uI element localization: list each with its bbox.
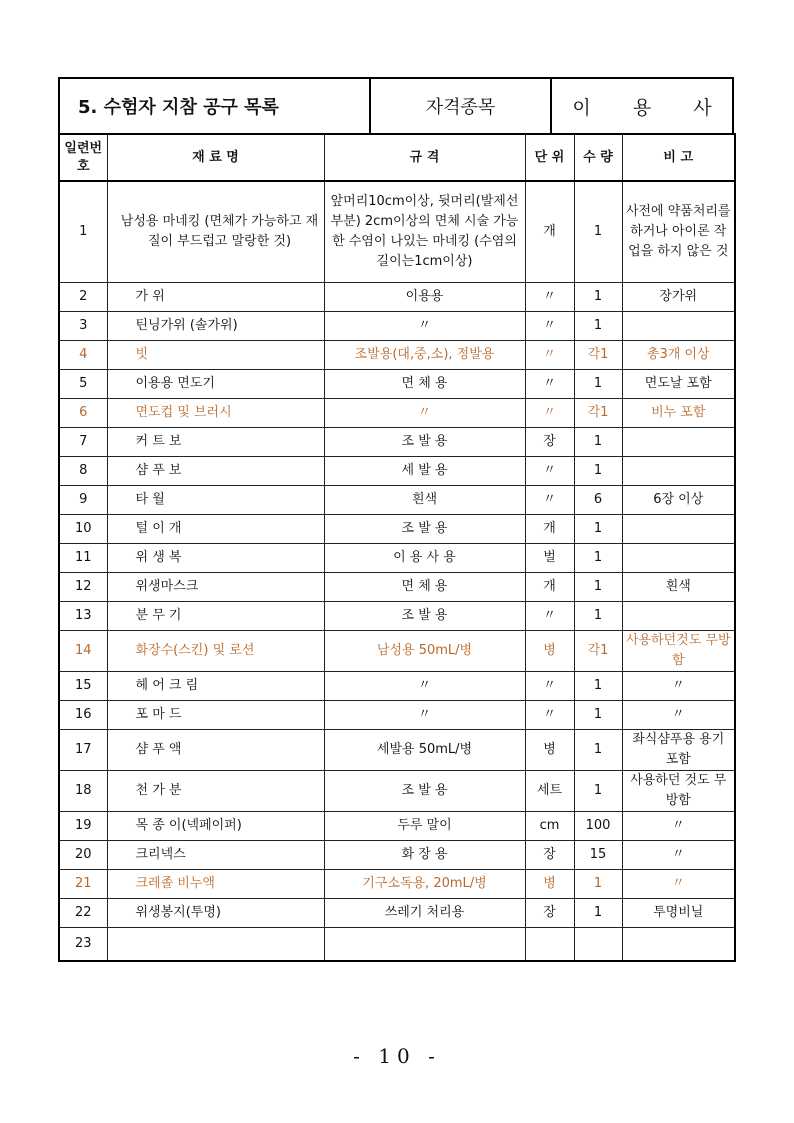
table-row: [59, 631, 735, 672]
cell-name: 커 트 보: [107, 428, 324, 457]
cell-unit: 〃: [525, 672, 574, 701]
cell-note: [622, 602, 735, 631]
section-title: 5. 수험자 지참 공구 목록: [60, 79, 371, 133]
table-row: [59, 312, 735, 341]
cell-no: 4: [59, 341, 107, 370]
cell-name: 위생봉지(투명): [107, 899, 324, 928]
cell-qty: 1: [574, 283, 622, 312]
cell-name: 샴 푸 보: [107, 457, 324, 486]
col-header-unit: 단 위: [525, 134, 574, 181]
cell-note: 총3개 이상: [622, 341, 735, 370]
cell-unit: 병: [525, 730, 574, 771]
cell-note: 〃: [622, 672, 735, 701]
table-row: [59, 730, 735, 771]
cell-spec: 기구소독용, 20mL/병: [324, 870, 525, 899]
cell-no: 19: [59, 812, 107, 841]
cell-name: 천 가 분: [107, 771, 324, 812]
cell-no: 11: [59, 544, 107, 573]
cell-note: 〃: [622, 701, 735, 730]
cell-unit: 장: [525, 428, 574, 457]
cell-unit: 〃: [525, 457, 574, 486]
table-body: [59, 181, 735, 961]
table-row: [59, 341, 735, 370]
table-row: [59, 841, 735, 870]
table-row: [59, 428, 735, 457]
table-row: [59, 181, 735, 283]
cell-name: 위생마스크: [107, 573, 324, 602]
cell-no: 17: [59, 730, 107, 771]
cell-spec: 이 용 사 용: [324, 544, 525, 573]
cell-name: 분 무 기: [107, 602, 324, 631]
cell-qty: 1: [574, 181, 622, 283]
cell-qty: 1: [574, 312, 622, 341]
cell-name: 가 위: [107, 283, 324, 312]
cell-note: 〃: [622, 841, 735, 870]
table-row: [59, 928, 735, 962]
cell-note: [622, 928, 735, 962]
cell-note: 사용하던것도 무방함: [622, 631, 735, 672]
cell-qty: 1: [574, 602, 622, 631]
qualification-value: 이 용 사: [572, 96, 730, 119]
cell-unit: [525, 928, 574, 962]
cell-no: 12: [59, 573, 107, 602]
cell-unit: 〃: [525, 399, 574, 428]
cell-spec: 조 발 용: [324, 602, 525, 631]
cell-qty: 1: [574, 701, 622, 730]
cell-spec: 화 장 용: [324, 841, 525, 870]
cell-unit: cm: [525, 812, 574, 841]
cell-unit: 〃: [525, 341, 574, 370]
cell-spec: 흰색: [324, 486, 525, 515]
cell-spec: 〃: [324, 701, 525, 730]
cell-name: 헤 어 크 림: [107, 672, 324, 701]
cell-spec: 쓰레기 처리용: [324, 899, 525, 928]
cell-name: 화장수(스킨) 및 로션: [107, 631, 324, 672]
cell-unit: 개: [525, 573, 574, 602]
cell-name: 크리넥스: [107, 841, 324, 870]
cell-qty: 1: [574, 573, 622, 602]
cell-no: 21: [59, 870, 107, 899]
cell-note: 6장 이상: [622, 486, 735, 515]
cell-qty: 1: [574, 771, 622, 812]
cell-name: [107, 928, 324, 962]
page-number: - 10 -: [353, 1044, 441, 1068]
cell-qty: [574, 928, 622, 962]
tools-table: [58, 133, 736, 962]
cell-name: 크레졸 비누액: [107, 870, 324, 899]
cell-unit: 벌: [525, 544, 574, 573]
cell-spec: 앞머리10cm이상, 뒷머리(발제선부분) 2cm이상의 면체 시술 가능한 수염이 나있는 마네킹 (수염의 길이는1cm이상): [324, 181, 525, 283]
col-header-note: 비 고: [622, 134, 735, 181]
cell-qty: 1: [574, 544, 622, 573]
table-row: [59, 701, 735, 730]
col-header-name: 재 료 명: [107, 134, 324, 181]
cell-note: 흰색: [622, 573, 735, 602]
cell-unit: 세트: [525, 771, 574, 812]
cell-name: 틴닝가위 (솔가위): [107, 312, 324, 341]
cell-name: 면도컵 및 브러시: [107, 399, 324, 428]
cell-qty: 1: [574, 672, 622, 701]
qualification-label: 자격종목: [371, 79, 552, 133]
cell-spec: 세 발 용: [324, 457, 525, 486]
cell-no: 2: [59, 283, 107, 312]
cell-no: 5: [59, 370, 107, 399]
cell-name: 샴 푸 액: [107, 730, 324, 771]
cell-unit: 병: [525, 631, 574, 672]
cell-no: 22: [59, 899, 107, 928]
cell-spec: 면 체 용: [324, 573, 525, 602]
cell-spec: 조 발 용: [324, 515, 525, 544]
cell-unit: 개: [525, 181, 574, 283]
cell-spec: 조 발 용: [324, 428, 525, 457]
cell-spec: 〃: [324, 399, 525, 428]
cell-name: 위 생 복: [107, 544, 324, 573]
cell-unit: 〃: [525, 701, 574, 730]
cell-no: 23: [59, 928, 107, 962]
cell-name: 목 종 이(넥페이퍼): [107, 812, 324, 841]
cell-note: [622, 312, 735, 341]
cell-unit: 장: [525, 899, 574, 928]
cell-qty: 각1: [574, 399, 622, 428]
cell-unit: 〃: [525, 370, 574, 399]
table-row: [59, 399, 735, 428]
cell-qty: 15: [574, 841, 622, 870]
cell-qty: 6: [574, 486, 622, 515]
cell-note: 좌식샴푸용 용기 포함: [622, 730, 735, 771]
cell-unit: 병: [525, 870, 574, 899]
table-row: [59, 771, 735, 812]
cell-note: 비누 포함: [622, 399, 735, 428]
cell-no: 3: [59, 312, 107, 341]
cell-note: 〃: [622, 870, 735, 899]
table-row: [59, 544, 735, 573]
cell-note: 장가위: [622, 283, 735, 312]
cell-unit: 개: [525, 515, 574, 544]
cell-no: 20: [59, 841, 107, 870]
cell-unit: 장: [525, 841, 574, 870]
table-row: [59, 899, 735, 928]
table-row: [59, 486, 735, 515]
cell-name: 포 마 드: [107, 701, 324, 730]
table-row: [59, 672, 735, 701]
cell-no: 1: [59, 181, 107, 283]
cell-note: [622, 457, 735, 486]
cell-unit: 〃: [525, 283, 574, 312]
cell-note: 사전에 약품처리를 하거나 아이론 작업을 하지 않은 것: [622, 181, 735, 283]
col-header-no: 일련번호: [59, 134, 107, 181]
cell-qty: 1: [574, 370, 622, 399]
cell-no: 14: [59, 631, 107, 672]
cell-no: 6: [59, 399, 107, 428]
cell-no: 15: [59, 672, 107, 701]
cell-qty: 1: [574, 730, 622, 771]
cell-no: 18: [59, 771, 107, 812]
cell-note: 〃: [622, 812, 735, 841]
document-header: [58, 77, 734, 133]
cell-no: 10: [59, 515, 107, 544]
cell-unit: 〃: [525, 312, 574, 341]
cell-spec: 이용용: [324, 283, 525, 312]
cell-name: 털 이 개: [107, 515, 324, 544]
table-row: [59, 812, 735, 841]
cell-note: [622, 544, 735, 573]
cell-spec: 두루 말이: [324, 812, 525, 841]
cell-qty: 1: [574, 515, 622, 544]
cell-spec: 세발용 50mL/병: [324, 730, 525, 771]
table-row: [59, 283, 735, 312]
table-row: [59, 457, 735, 486]
cell-spec: 면 체 용: [324, 370, 525, 399]
table-row: [59, 870, 735, 899]
cell-note: 면도날 포함: [622, 370, 735, 399]
cell-spec: 조발용(대,중,소), 정발용: [324, 341, 525, 370]
cell-spec: [324, 928, 525, 962]
cell-name: 이용용 면도기: [107, 370, 324, 399]
cell-qty: 100: [574, 812, 622, 841]
cell-no: 8: [59, 457, 107, 486]
cell-name: 빗: [107, 341, 324, 370]
cell-qty: 1: [574, 899, 622, 928]
cell-no: 7: [59, 428, 107, 457]
cell-note: [622, 515, 735, 544]
cell-note: 사용하던 것도 무방함: [622, 771, 735, 812]
cell-name: 남성용 마네킹 (면체가 가능하고 재질이 부드럽고 말랑한 것): [107, 181, 324, 283]
table-row: [59, 602, 735, 631]
col-header-qty: 수 량: [574, 134, 622, 181]
cell-spec: 〃: [324, 312, 525, 341]
cell-qty: 1: [574, 428, 622, 457]
cell-no: 13: [59, 602, 107, 631]
cell-spec: 〃: [324, 672, 525, 701]
cell-note: 투명비닐: [622, 899, 735, 928]
table-row: [59, 573, 735, 602]
cell-unit: 〃: [525, 602, 574, 631]
cell-qty: 각1: [574, 631, 622, 672]
cell-no: 16: [59, 701, 107, 730]
cell-unit: 〃: [525, 486, 574, 515]
cell-qty: 1: [574, 457, 622, 486]
cell-qty: 1: [574, 870, 622, 899]
table-row: [59, 370, 735, 399]
cell-spec: 남성용 50mL/병: [324, 631, 525, 672]
cell-qty: 각1: [574, 341, 622, 370]
table-header-row: [59, 134, 735, 181]
cell-name: 타 월: [107, 486, 324, 515]
table-row: [59, 515, 735, 544]
col-header-spec: 규 격: [324, 134, 525, 181]
cell-no: 9: [59, 486, 107, 515]
cell-note: [622, 428, 735, 457]
cell-spec: 조 발 용: [324, 771, 525, 812]
